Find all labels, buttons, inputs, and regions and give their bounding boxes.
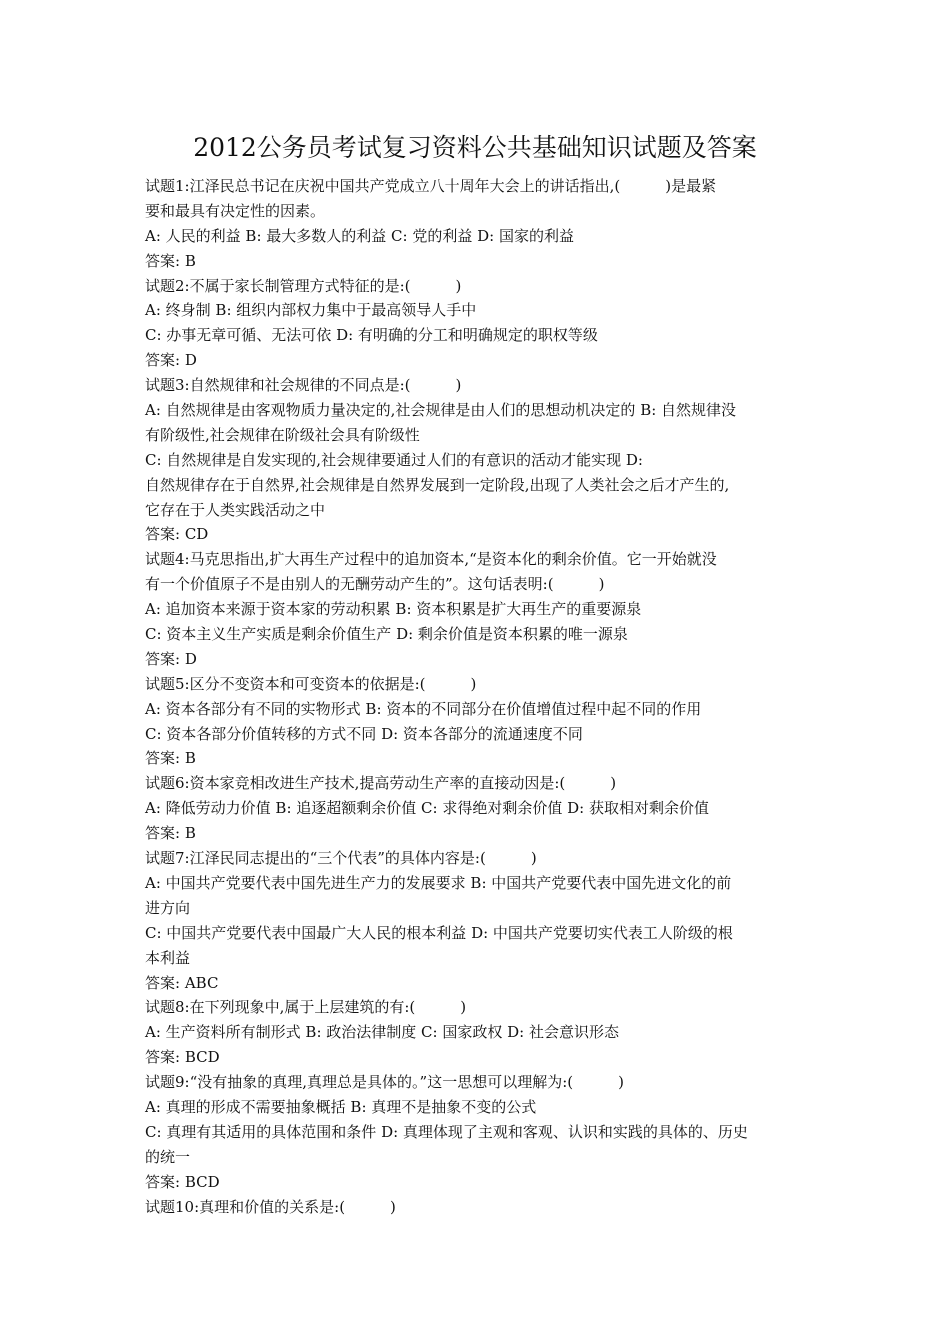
text-line: 有一个价值原子不是由别人的无酬劳动产生的”。这句话表明:( ): [145, 575, 605, 594]
text-line: 答案: BCD: [145, 1048, 220, 1067]
text-line: 答案: CD: [145, 525, 209, 544]
text-line: A: 追加资本来源于资本家的劳动积累 B: 资本积累是扩大再生产的重要源泉: [145, 600, 642, 619]
document-body: [145, 174, 815, 1219]
text-line: A: 真理的形成不需要抽象概括 B: 真理不是抽象不变的公式: [145, 1097, 537, 1116]
text-line: A: 终身制 B: 组织内部权力集中于最高领导人手中: [145, 301, 477, 320]
text-line: 的统一: [145, 1147, 191, 1166]
text-line: A: 生产资料所有制形式 B: 政治法律制度 C: 国家政权 D: 社会意识形态: [145, 1023, 619, 1042]
text-line: 答案: B: [145, 749, 196, 768]
text-line: 要和最具有决定性的因素。: [145, 201, 326, 220]
text-line: 试题2:不属于家长制管理方式特征的是:( ): [145, 276, 462, 295]
text-line: 试题8:在下列现象中,属于上层建筑的有:( ): [145, 998, 467, 1017]
text-line: A: 降低劳动力价值 B: 追逐超额剩余价值 C: 求得绝对剩余价值 D: 获取相对剩余价值: [145, 799, 709, 818]
text-line: 试题7:江泽民同志提出的“三个代表”的具体内容是:( ): [145, 849, 537, 868]
text-line: 试题10:真理和价值的关系是:( ): [145, 1197, 396, 1216]
text-line: A: 人民的利益 B: 最大多数人的利益 C: 党的利益 D: 国家的利益: [145, 226, 574, 245]
document-title: 2012公务员考试复习资料公共基础知识试题及答案: [193, 133, 757, 162]
text-line: 自然规律存在于自然界,社会规律是自然界发展到一定阶段,出现了人类社会之后才产生的,: [145, 475, 730, 494]
text-line: 它存在于人类实践活动之中: [145, 500, 326, 519]
text-line: 试题9:“没有抽象的真理,真理总是具体的。”这一思想可以理解为:( ): [145, 1073, 624, 1092]
text-line: C: 资本主义生产实质是剩余价值生产 D: 剩余价值是资本积累的唯一源泉: [145, 625, 628, 644]
text-line: C: 自然规律是自发实现的,社会规律要通过人们的有意识的活动才能实现 D:: [145, 450, 643, 469]
text-line: 答案: BCD: [145, 1172, 220, 1191]
text-line: 答案: B: [145, 824, 196, 843]
text-line: C: 办事无章可循、无法可依 D: 有明确的分工和明确规定的职权等级: [145, 326, 598, 345]
text-line: 试题3:自然规律和社会规律的不同点是:( ): [145, 376, 462, 395]
text-line: A: 中国共产党要代表中国先进生产力的发展要求 B: 中国共产党要代表中国先进文化的前: [145, 873, 732, 892]
text-line: 答案: D: [145, 649, 197, 668]
text-line: 答案: ABC: [145, 973, 219, 992]
text-line: 答案: D: [145, 351, 197, 370]
text-line: 试题6:资本家竞相改进生产技术,提高劳动生产率的直接动因是:( ): [145, 774, 617, 793]
text-line: 试题1:江泽民总书记在庆祝中国共产党成立八十周年大会上的讲话指出,( )是最紧: [145, 177, 717, 195]
text-line: 进方向: [145, 898, 191, 917]
text-line: 本利益: [145, 948, 191, 967]
text-line: A: 自然规律是由客观物质力量决定的,社会规律是由人们的思想动机决定的 B: 自然规律没: [145, 401, 737, 420]
text-line: C: 真理有其适用的具体范围和条件 D: 真理体现了主观和客观、认识和实践的具体的、历史: [145, 1122, 748, 1141]
text-line: 有阶级性,社会规律在阶级社会具有阶级性: [145, 425, 420, 444]
text-line: A: 资本各部分有不同的实物形式 B: 资本的不同部分在价值增值过程中起不同的作用: [145, 699, 702, 718]
text-line: C: 中国共产党要代表中国最广大人民的根本利益 D: 中国共产党要切实代表工人阶级的根: [145, 923, 733, 942]
text-line: C: 资本各部分价值转移的方式不同 D: 资本各部分的流通速度不同: [145, 724, 583, 743]
text-line: 试题4:马克思指出,扩大再生产过程中的追加资本,“是资本化的剩余价值。它一开始就没: [145, 550, 717, 569]
text-line: 试题5:区分不变资本和可变资本的依据是:( ): [145, 674, 477, 693]
text-line: 答案: B: [145, 251, 196, 270]
